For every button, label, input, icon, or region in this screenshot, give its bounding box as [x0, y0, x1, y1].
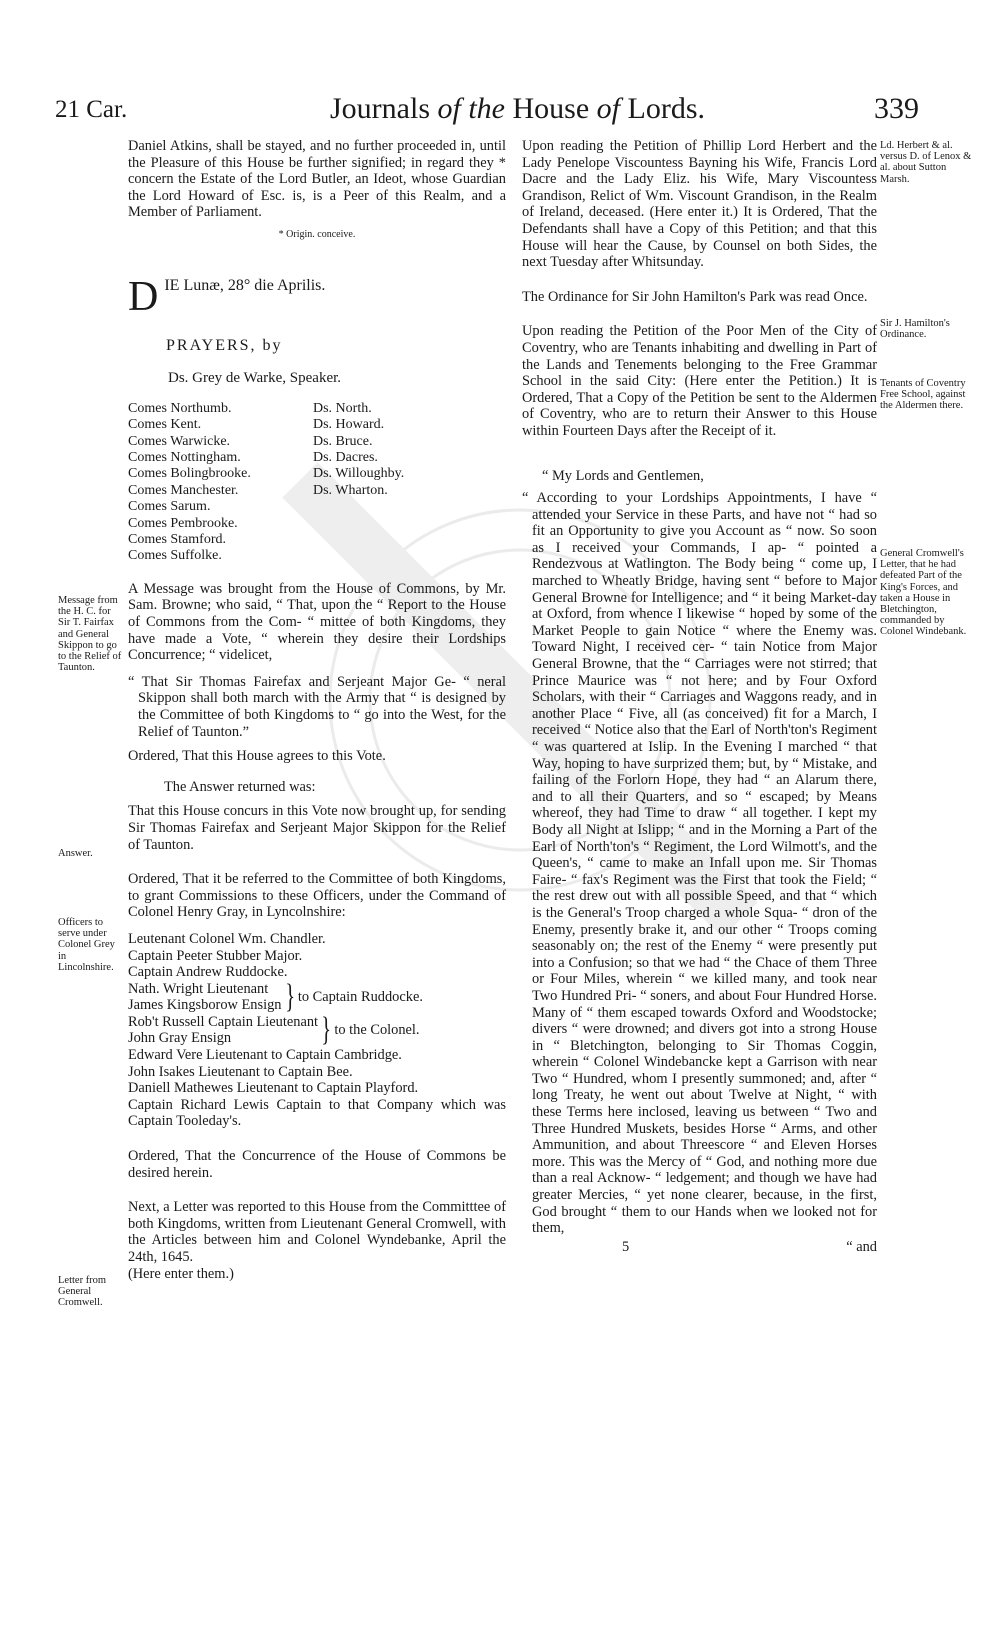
- lord-entry: Comes Suffolke.: [128, 548, 222, 564]
- ordered-concurrence: Ordered, That the Concurrence of the House of Commons be desired herein.: [128, 1148, 506, 1181]
- officer-entry: John Isakes Lieutenant to Captain Bee.: [128, 1063, 353, 1080]
- officer-entry: Rob't Russell Captain Lieutenant: [128, 1013, 319, 1030]
- officer-entry: Edward Vere Lieutenant to Captain Cambridge.: [128, 1047, 402, 1064]
- officer-entry: Captain Andrew Ruddocke.: [128, 964, 288, 981]
- page-foot: [522, 1239, 877, 1256]
- lord-entry: Ds. Dacres.: [313, 449, 378, 465]
- margin-note-coventry: Tenants of Coventry Free School, against the Aldermen there.: [880, 378, 966, 412]
- officer-entry: James Kingsborow Ensign: [128, 997, 282, 1014]
- margin-note-officers: Officers to serve under Colonel Grey in Lincolnshire.: [58, 917, 115, 973]
- lords-present-list: [128, 401, 506, 565]
- signature-mark: 5: [622, 1238, 630, 1255]
- lord-entry: Comes Warwicke.: [128, 433, 231, 449]
- officer-group: [128, 978, 506, 1016]
- footnote: * Origin. conceive.: [278, 228, 356, 240]
- lord-entry: Ds. Wharton.: [313, 482, 388, 498]
- officers-list: [128, 931, 506, 1130]
- brace: }: [321, 1011, 332, 1049]
- officer-entry: Captain Richard Lewis Captain to that Company which was Captain Tooleday's.: [128, 1096, 506, 1130]
- letter-salutation: “ My Lords and Gentlemen,: [542, 467, 704, 484]
- letter-reported: Next, a Letter was reported to this House from the Committtee of both Kingdoms, written from Lieutenant General Cromwell, with the Articles between him and Colonel Wyndebanke, April the 24th, 1645.: [128, 1199, 506, 1265]
- margin-note-herbert: Ld. Herbert & al. versus D. of Lenox & al. about Sutton Marsh.: [880, 140, 972, 185]
- running-header: [0, 92, 992, 132]
- page-number: 339: [874, 92, 919, 125]
- prayers-heading: PRAYERS, by: [166, 336, 283, 354]
- lord-entry: Comes Manchester.: [128, 482, 239, 498]
- margin-note-hamilton: Sir J. Hamilton's Ordinance.: [880, 318, 950, 341]
- lord-entry: Ds. Howard.: [313, 417, 385, 433]
- hamilton-ordinance: The Ordinance for Sir John Hamilton's Park was read Once.: [522, 288, 868, 305]
- coventry-petition: Upon reading the Petition of the Poor Men of the City of Coventry, who are Tenants inhabiting and dwelling in Part of the Lands and Tenements belonging to the Free Grammar School in the said City: (Here enter the Petition.) It is Ordered, That a Copy of the Petition be sent to the Aldermen of Coventry, who are to return their Answer to this House within Fourteen Days after the Receipt of it.: [522, 323, 877, 439]
- brace: }: [284, 978, 295, 1016]
- herbert-petition: Upon reading the Petition of Phillip Lord Herbert and the Lady Penelope Viscountess Bayning his Wife, Francis Lord Dacre and the Lady Eliz. his Wife, Mary Viscountess Grandison, Relict of Wm. Viscount Grandison, in the Realm of Ireland, deceased. (Here enter it.) It is Ordered, That the Defendants shall have a Copy of this Petition; and that this House will hear the Cause, by Counsel on both Sides, the next Tuesday after Whitsunday.: [522, 138, 877, 271]
- answer-returned: The Answer returned was:: [164, 778, 316, 795]
- margin-note-cromwell: General Cromwell's Letter, that he had defeated Part of the King's Forces, and taken a House in Bletchington, commanded by Colonel Windebank.: [880, 548, 967, 638]
- margin-note-letter: Letter from General Cromwell.: [58, 1275, 107, 1309]
- comites-list: [128, 401, 313, 565]
- drop-cap: D: [128, 273, 159, 320]
- officer-entry: Leutenant Colonel Wm. Chandler.: [128, 930, 326, 947]
- right-column: [522, 138, 877, 1255]
- lord-entry: Comes Kent.: [128, 417, 202, 433]
- margin-note-message: Message from the H. C. for Sir T. Fairfax and General Skippon to go to the Relief of Taunton.: [58, 595, 122, 674]
- group-assignment: to the Colonel.: [334, 1022, 420, 1039]
- officer-entry: John Gray Ensign: [128, 1030, 232, 1047]
- margin-note-answer: Answer.: [58, 848, 93, 859]
- lord-entry: Comes Pembrooke.: [128, 515, 238, 531]
- vote-paragraph: “ That Sir Thomas Fairefax and Serjeant Major Ge- “ neral Skippon shall both march with the Army that “ is designed by the Committee of both Kingdoms to “ go into the West, for the Relief of Taunton.”: [128, 673, 506, 740]
- ordered-agree: Ordered, That this House agrees to this Vote.: [128, 748, 386, 765]
- lord-entry: Comes Bolingbrooke.: [128, 466, 251, 482]
- lord-entry: Ds. Willoughby.: [313, 466, 405, 482]
- lord-entry: Comes Nottingham.: [128, 449, 241, 465]
- lord-entry: Comes Northumb.: [128, 400, 232, 416]
- lord-entry: Ds. North.: [313, 400, 372, 416]
- here-enter-note: (Here enter them.): [128, 1265, 234, 1282]
- officer-entry: Daniell Mathewes Lieutenant to Captain Playford.: [128, 1080, 419, 1097]
- left-column: [128, 138, 506, 1282]
- journal-title: Journals of the House of Lords.: [330, 92, 705, 125]
- answer-text: That this House concurs in this Vote now brought up, for sending Sir Thomas Fairefax and Serjeant Major Skippon for the Relief of Taunton.: [128, 803, 506, 853]
- officer-entry: Captain Peeter Stubber Major.: [128, 947, 303, 964]
- lord-entry: Comes Sarum.: [128, 499, 211, 515]
- officer-entry: Nath. Wright Lieutenant: [128, 980, 269, 997]
- speaker-line: Ds. Grey de Warke, Speaker.: [168, 370, 342, 387]
- barones-list: [313, 401, 493, 565]
- message-paragraph: A Message was brought from the House of Commons, by Mr. Sam. Browne; who said, “ That, upon the “ Report to the House of Commons from the Com- “ mittee of both Kingdoms, they have made a Vote, “ wherein they desire their Lordships Concurrence; “ videlicet,: [128, 580, 506, 664]
- die-heading: D IE Lunæ, 28° die Aprilis.: [128, 273, 326, 320]
- lord-entry: Comes Stamford.: [128, 532, 226, 547]
- regnal-year: 21 Car.: [55, 96, 128, 123]
- lord-entry: Ds. Bruce.: [313, 433, 373, 449]
- ordered-officers: Ordered, That it be referred to the Committee of both Kingdoms, to grant Commissions to these Officers, under the Command of Colonel Henry Gray, in Lyncolnshire:: [128, 871, 506, 921]
- group-assignment: to Captain Ruddocke.: [297, 988, 423, 1005]
- cromwell-letter: “ According to your Lordships Appointments, I have “ attended your Service in these Parts, and have not “ had so fit an Opportunity to give you Account as “ now. So soon as I received your Commands, I ap- “ pointed a Rendezvous at Watlington. The Body being “ come up, I marched to Wheatly Bridge, having sent “ before to Major General Browne for Intelligence; and “ it being Market-day at Oxford, from whence I likewise “ hoped by some of the Market People to gain Notice “ where the Enemy was. Toward Night, I received cer- “ tain Notice from Major General Browne, that the “ Carriages were not stirred; that Prince Maurice was “ not here; and by Four Oxford Scholars, with their “ Carriages and Waggons ready, and in another Place “ Five, all (as conceived) fit for a March, I received “ Notice also that the Earl of North'ton's Regiment “ was quartered at Islip. In the Evening I marched “ that Way, hoping to have surprized them; but, by “ Mistake, and failing of the Forlorn Hope, they had “ an Alarum there, and to all their Quarters, and so “ escaped; by Means whereof, they had Time to draw “ all together. I kept my Body all Night at Islipp; “ and in the Morning a Part of the Earl of North'ton's “ Regiment, the Lord Wilmott's, and the Queen's, “ came to make an Infall upon me. Sir Thomas Faire- “ fax's Regiment was the First that took the Field; “ the rest drew out with all possible Speed, and that “ which is the General's Troop charged a whole Squa- “ dron of the Enemy, presently brake it, and our other “ Troops coming seasonably on; the rest of the Enemy “ were presently put into a Confusion; so that we had “ the Chace of them Three or Four Miles, wherein “ we killed many, and took near Two Hundred Pri- “ soners, and about Four Hundred Horse. Many of “ them escaped towards Oxford and Woodstocke; divers “ were drowned; and divers got into a strong House in “ Bletchington, belonging to Sir Thomas Coggin, wherein “ Colonel Windebancke kept a Garrison with near Two “ Hundred, whom I presently summoned; and, after “ long Treaty, he went out about Twelve at Night, “ with these Terms here inclosed, leaving us between “ Two and Three Hundred Muskets, besides Horse “ Arms, and other Ammunition, and about Threescore “ and Eleven Horses more. This was the Mercy of “ God, and nothing more due than a real Acknow- “ ledgement; and though we have had greater Mercies, “ yet none clearer, because, in the first, God brought “ them to our Hands when we looked not for them,: [522, 490, 877, 1237]
- catchword: “ and: [846, 1238, 877, 1255]
- officer-group: [128, 1011, 506, 1049]
- continuation-paragraph: Daniel Atkins, shall be stayed, and no further proceeded in, until the Pleasure of this House be further signified; in regard they * concern the Estate of the Lord Butler, an Ideot, whose Guardian the Lord Howard of Esc. is, is a Peer of this Realm, and a Member of Parliament.: [128, 138, 506, 221]
